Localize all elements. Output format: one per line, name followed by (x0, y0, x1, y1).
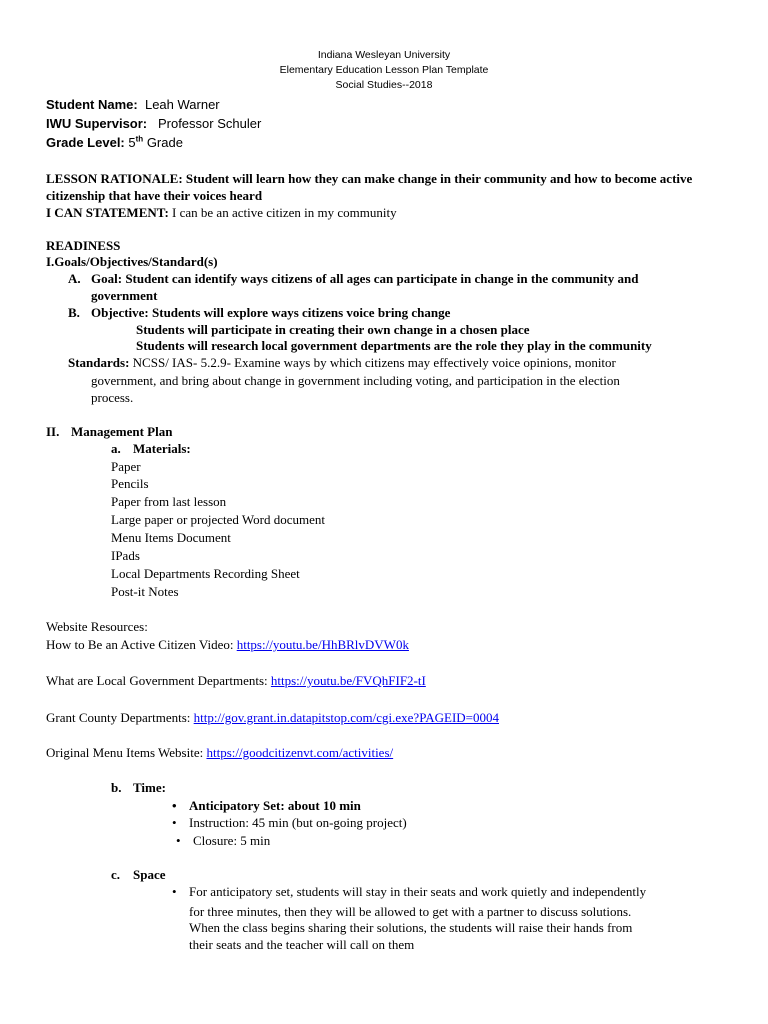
readiness-heading: READINESS (46, 238, 121, 253)
objective-line-1 (91, 304, 450, 321)
materials-marker: a. (111, 441, 121, 456)
grade-level-number: 5 (128, 135, 136, 150)
rationale-text-1: Student will learn how they can make change in their community and how to become active (185, 171, 693, 186)
resource-row-departments (46, 672, 426, 689)
material-item: Pencils (111, 476, 149, 491)
university-name: Indiana Wesleyan University (317, 49, 451, 61)
material-item: Menu Items Document (111, 530, 231, 545)
student-name-label: Student Name: (46, 97, 138, 112)
space-text-2: for three minutes, then they will be allowed to get with a partner to discuss solutions. (189, 904, 632, 919)
material-item: Large paper or projected Word document (111, 512, 325, 527)
goal-text-2: government (91, 288, 158, 303)
goal-text-1: Student can identify ways citizens of all ages can participate in change in the community and (125, 271, 639, 286)
objective-text-3: Students will research local government departments are the role they play in the community (136, 338, 652, 353)
space-label: Space (133, 867, 166, 882)
supervisor-value: Professor Schuler (157, 116, 262, 131)
ican-statement (46, 204, 397, 221)
goal-line-1 (91, 270, 638, 287)
material-item: Post-it Notes (111, 584, 179, 599)
grade-level-row (46, 134, 183, 151)
resource-row-video (46, 636, 409, 653)
rationale-text-2: citizenship that have their voices heard (46, 188, 263, 203)
objective-text-2: Students will participate in creating their own change in a chosen place (136, 322, 530, 337)
space-text-3: When the class begins sharing their solutions, the students will raise their hands from (189, 920, 633, 935)
grade-level-label: Grade Level: (46, 135, 125, 150)
objective-marker: B. (68, 305, 80, 320)
space-marker: c. (111, 867, 121, 882)
material-item: Local Departments Recording Sheet (111, 566, 300, 581)
resource-label: Original Menu Items Website: (46, 745, 204, 760)
resource-row-grant-county (46, 709, 499, 726)
time-marker: b. (111, 780, 122, 795)
time-item-instruction: • Instruction: 45 min (but on-going project) (189, 814, 407, 831)
student-name-row (46, 96, 220, 113)
standards-line-1 (68, 354, 616, 371)
supervisor-label: IWU Supervisor: (46, 116, 148, 131)
grant-county-link[interactable]: http://gov.grant.in.datapitstop.com/cgi.exe?PAGEID=0004 (193, 710, 499, 725)
goals-heading: I.Goals/Objectives/Standard(s) (46, 254, 218, 269)
standards-text-2: government, and bring about change in government including voting, and participation in the election (91, 373, 620, 388)
material-item: Paper (111, 459, 141, 474)
space-text-4: their seats and the teacher will call on them (189, 937, 415, 952)
standards-text-3: process. (91, 390, 134, 405)
standards-label: Standards: (68, 355, 130, 370)
time-item-anticipatory: • Anticipatory Set: about 10 min (189, 797, 361, 814)
menu-items-website-link[interactable]: https://goodcitizenvt.com/activities/ (206, 745, 394, 760)
student-name-value: Leah Warner (144, 97, 220, 112)
management-marker: II. (46, 424, 60, 439)
time-item-closure: • Closure: 5 min (193, 832, 270, 849)
time-label: Time: (133, 780, 166, 795)
subject-year: Social Studies--2018 (335, 79, 433, 91)
active-citizen-video-link[interactable]: https://youtu.be/HhBRlvDVW0k (236, 637, 409, 652)
goal-marker: A. (68, 271, 81, 286)
resource-label: How to Be an Active Citizen Video: (46, 637, 234, 652)
grade-level-suffix: th (135, 134, 144, 144)
resource-label: What are Local Government Departments: (46, 673, 268, 688)
objective-label: Objective: (91, 305, 149, 320)
space-text-1: • For anticipatory set, students will stay in their seats and work quietly and independently (189, 883, 646, 900)
rationale-line-1 (46, 170, 692, 187)
resources-heading: Website Resources: (46, 619, 148, 634)
standards-text-1: NCSS/ IAS- 5.2.9- Examine ways by which citizens may effectively voice opinions, monitor (132, 355, 616, 370)
ican-label: I CAN STATEMENT: (46, 205, 169, 220)
grade-level-word: Grade (146, 135, 183, 150)
supervisor-row (46, 115, 261, 132)
materials-label: Materials: (133, 441, 191, 456)
goal-label: Goal: (91, 271, 123, 286)
ican-text: I can be an active citizen in my community (172, 205, 397, 220)
rationale-label: LESSON RATIONALE: (46, 171, 183, 186)
local-departments-video-link[interactable]: https://youtu.be/FVQhFIF2-tI (270, 673, 426, 688)
material-item: Paper from last lesson (111, 494, 227, 509)
resource-row-menu-items (46, 744, 393, 761)
management-heading: Management Plan (71, 424, 173, 439)
template-title: Elementary Education Lesson Plan Template (279, 64, 489, 76)
material-item: IPads (111, 548, 140, 563)
resource-label: Grant County Departments: (46, 710, 191, 725)
objective-text-1: Students will explore ways citizens voice bring change (152, 305, 451, 320)
